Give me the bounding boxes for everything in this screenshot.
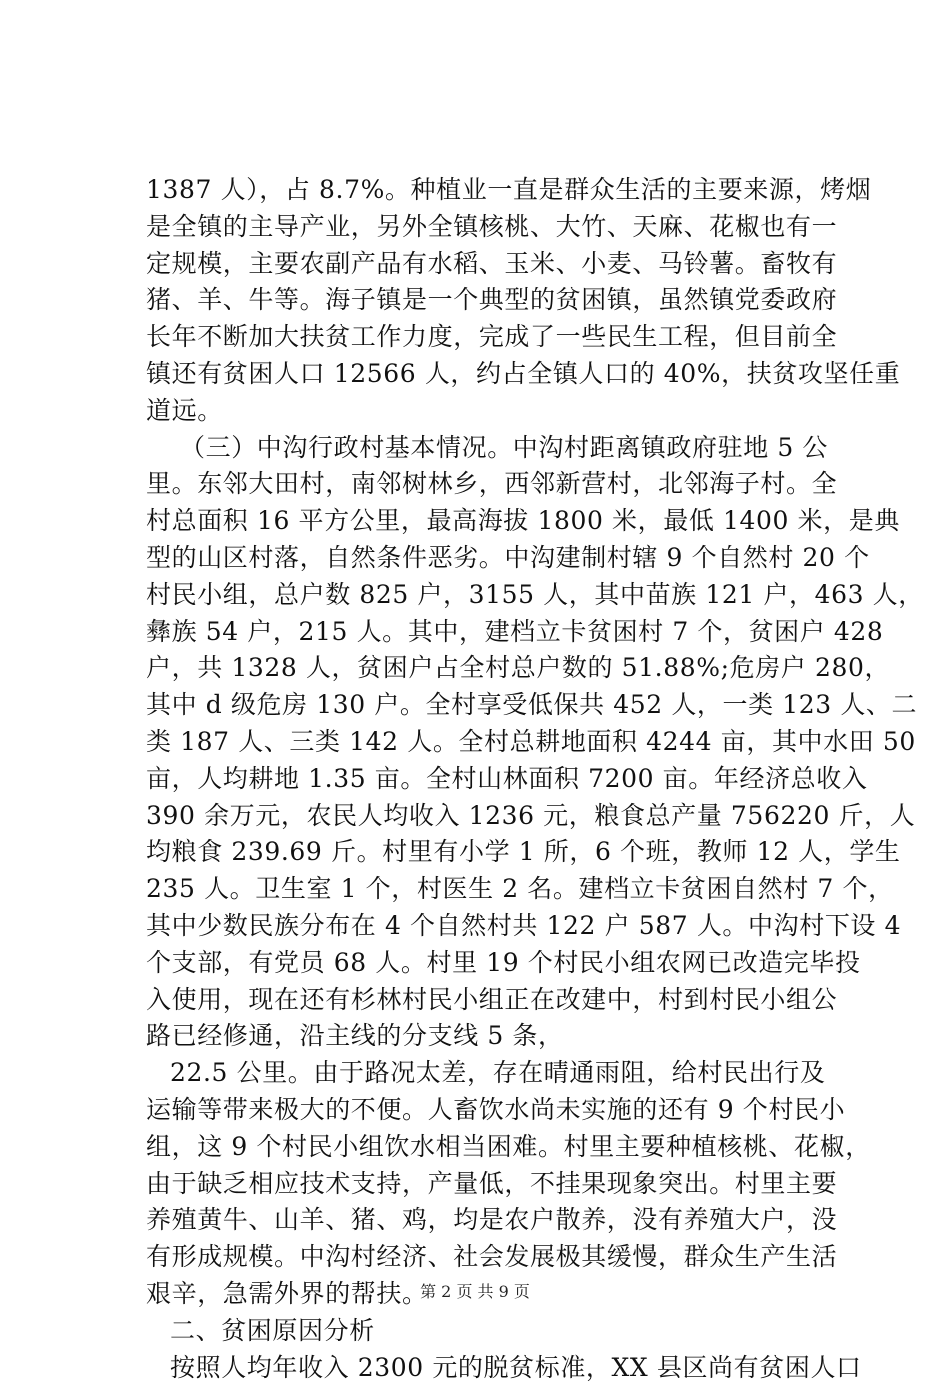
text-line: 猪、羊、牛等。海子镇是一个典型的贫困镇，虽然镇党委政府	[146, 282, 846, 319]
text-line: 入使用，现在还有杉林村民小组正在改建中，村到村民小组公	[146, 982, 846, 1019]
text-line: 有形成规模。中沟村经济、社会发展极其缓慢，群众生产生活	[146, 1239, 846, 1276]
paragraph-heading-line: （三）中沟行政村基本情况。中沟村距离镇政府驻地 5 公	[146, 430, 846, 467]
text-line: 390 余万元，农民人均收入 1236 元，粮食总产量 756220 斤，人	[146, 798, 846, 835]
text-line: 其中 d 级危房 130 户。全村享受低保共 452 人，一类 123 人、二	[146, 687, 846, 724]
text-line: 养殖黄牛、山羊、猪、鸡，均是农户散养，没有养殖大户，没	[146, 1202, 846, 1239]
text-line: 235 人。卫生室 1 个，村医生 2 名。建档立卡贫困自然村 7 个，	[146, 871, 846, 908]
text-line: 组，这 9 个村民小组饮水相当困难。村里主要种植核桃、花椒，	[146, 1129, 846, 1166]
text-line: 里。东邻大田村，南邻树林乡，西邻新营村，北邻海子村。全	[146, 466, 846, 503]
text-line: 按照人均年收入 2300 元的脱贫标准，XX 县区尚有贫困人口	[146, 1350, 846, 1386]
text-line: 定规模，主要农副产品有水稻、玉米、小麦、马铃薯。畜牧有	[146, 246, 846, 283]
text-line: 长年不断加大扶贫工作力度，完成了一些民生工程，但目前全	[146, 319, 846, 356]
text-line: 户，共 1328 人，贫困户占全村总户数的 51.88%;危房户 280，	[146, 650, 846, 687]
text-line: 亩，人均耕地 1.35 亩。全村山林面积 7200 亩。年经济总收入	[146, 761, 846, 798]
text-line: 个支部，有党员 68 人。村里 19 个村民小组农网已改造完毕投	[146, 945, 846, 982]
text-line: 类 187 人、三类 142 人。全村总耕地面积 4244 亩，其中水田 50	[146, 724, 846, 761]
text-line: 22.5 公里。由于路况太差，存在晴通雨阻，给村民出行及	[146, 1055, 846, 1092]
text-line: 镇还有贫困人口 12566 人，约占全镇人口的 40%，扶贫攻坚任重	[146, 356, 846, 393]
section-heading: 二、贫困原因分析	[146, 1313, 846, 1350]
text-line: 运输等带来极大的不便。人畜饮水尚未实施的还有 9 个村民小	[146, 1092, 846, 1129]
text-line: 艰辛，急需外界的帮扶。	[146, 1276, 846, 1313]
text-line: 由于缺乏相应技术支持，产量低，不挂果现象突出。村里主要	[146, 1166, 846, 1203]
text-line: 彝族 54 户，215 人。其中，建档立卡贫困村 7 个，贫困户 428	[146, 614, 846, 651]
page-number-footer: 第 2 页 共 9 页	[0, 1279, 950, 1302]
text-line: 均粮食 239.69 斤。村里有小学 1 所，6 个班，教师 12 人，学生	[146, 834, 846, 871]
text-line: 其中少数民族分布在 4 个自然村共 122 户 587 人。中沟村下设 4	[146, 908, 846, 945]
text-line: 型的山区村落，自然条件恶劣。中沟建制村辖 9 个自然村 20 个	[146, 540, 846, 577]
text-line: 村民小组，总户数 825 户，3155 人，其中苗族 121 户，463 人，	[146, 577, 846, 614]
text-line: 道远。	[146, 393, 846, 430]
text-line: 村总面积 16 平方公里，最高海拔 1800 米，最低 1400 米，是典	[146, 503, 846, 540]
text-line: 是全镇的主导产业，另外全镇核桃、大竹、天麻、花椒也有一	[146, 209, 846, 246]
text-line: 路已经修通，沿主线的分支线 5 条，	[146, 1018, 846, 1055]
document-body	[146, 172, 846, 1386]
text-line: 1387 人），占 8.7%。种植业一直是群众生活的主要来源，烤烟	[146, 172, 846, 209]
